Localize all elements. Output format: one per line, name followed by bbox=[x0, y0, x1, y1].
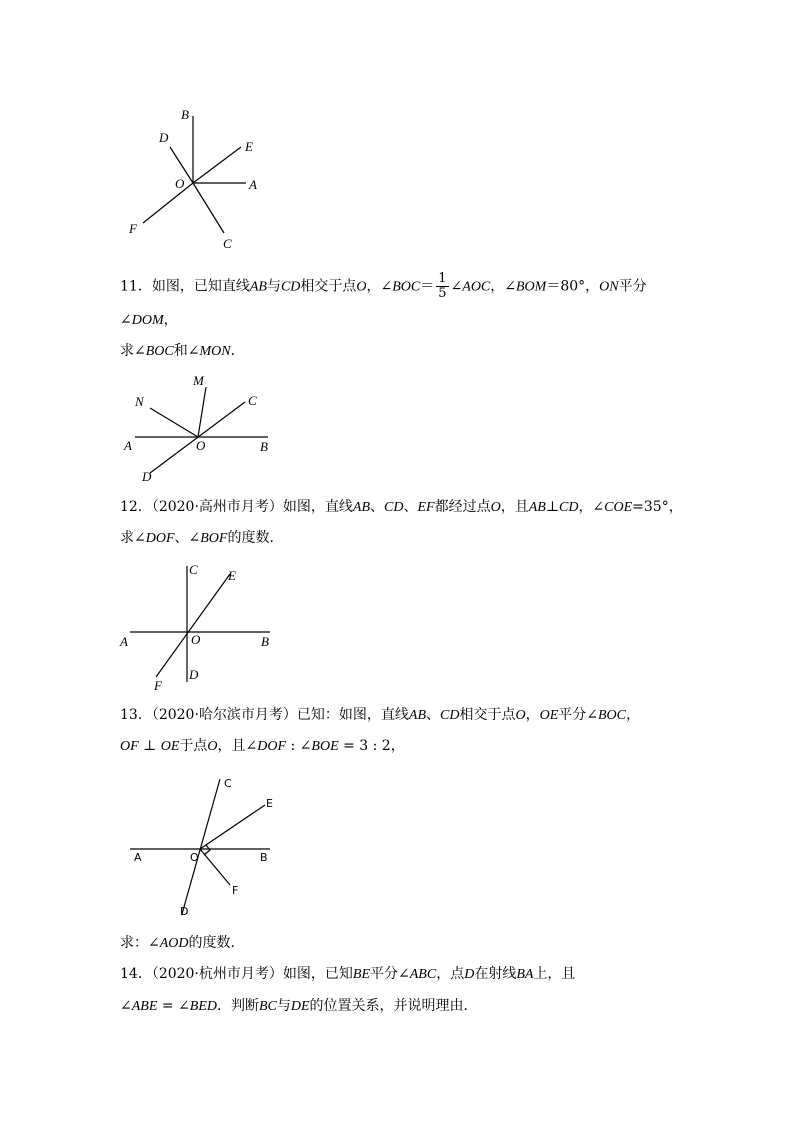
label-m: M bbox=[193, 373, 204, 388]
ray-oc bbox=[193, 183, 224, 233]
q13-line1: 13．（2020·哈尔滨市月考）已知：如图，直线AB、CD相交于点O，OE平分∠BOC， bbox=[120, 707, 640, 723]
label-o: O bbox=[191, 632, 201, 647]
fraction-one-fifth: $\frac{1}{5}$ bbox=[438, 271, 447, 301]
figure-q11 bbox=[120, 370, 280, 490]
figure-q10-svg bbox=[120, 100, 280, 260]
q14-line2: ∠ABE = ∠BED．判断BC与DE的位置关系，并说明理由． bbox=[120, 998, 478, 1014]
label-a: A bbox=[249, 177, 257, 192]
line-cd bbox=[182, 779, 220, 914]
label-o: O bbox=[190, 851, 199, 864]
label-f: F bbox=[154, 678, 162, 693]
line-ef bbox=[156, 574, 230, 677]
label-d: D bbox=[189, 667, 199, 682]
label-e: E bbox=[266, 797, 273, 810]
label-a: A bbox=[120, 634, 128, 649]
ray-of bbox=[143, 183, 193, 223]
q11-line3: 求∠BOC和∠MON． bbox=[120, 343, 245, 359]
ray-om bbox=[198, 387, 206, 437]
label-d: D bbox=[159, 130, 169, 145]
label-e: E bbox=[228, 568, 236, 583]
ray-oe bbox=[193, 147, 241, 183]
figure-q13 bbox=[120, 772, 280, 922]
q13-line2: OF ⊥ OE于点O，且∠DOF : ∠BOE = 3 : 2， bbox=[120, 738, 405, 754]
label-f: F bbox=[129, 221, 137, 236]
figure-q13-svg bbox=[120, 772, 280, 922]
label-n: N bbox=[135, 394, 144, 409]
label-c: C bbox=[224, 777, 232, 790]
label-b: B bbox=[260, 439, 268, 454]
figure-q12 bbox=[120, 560, 280, 695]
label-e: E bbox=[245, 139, 253, 154]
label-o: O bbox=[196, 438, 206, 453]
label-f: F bbox=[232, 884, 239, 897]
ray-on bbox=[150, 408, 198, 437]
q14-line1: 14．（2020·杭州市月考）如图，已知BE平分∠ABC，点D在射线BA上，且 bbox=[120, 966, 576, 982]
label-d: D bbox=[142, 469, 152, 484]
label-b: B bbox=[261, 634, 269, 649]
label-c: C bbox=[223, 236, 232, 251]
label-d: D bbox=[180, 905, 189, 918]
label-o: O bbox=[175, 176, 185, 191]
label-c: C bbox=[189, 562, 198, 577]
label-b: B bbox=[181, 107, 189, 122]
right-angle-mark bbox=[204, 845, 210, 855]
label-a: A bbox=[124, 438, 132, 453]
q11-line1: 11．如图，已知直线AB与CD相交于点O，∠BOC＝ $\frac{1}{5}$ ∠AOC，∠BOM＝80°，ON平分 bbox=[120, 271, 647, 301]
label-c: C bbox=[248, 393, 257, 408]
label-b: B bbox=[260, 851, 268, 864]
figure-q10 bbox=[120, 100, 280, 260]
q13-line3: 求：∠AOD的度数． bbox=[120, 935, 245, 951]
q11-line2: ∠DOM， bbox=[120, 312, 178, 328]
figure-q12-svg bbox=[120, 560, 280, 695]
q12-line2: 求∠DOF、∠BOF的度数． bbox=[120, 530, 284, 546]
label-a: A bbox=[134, 851, 142, 864]
q12-line1: 12．（2020·高州市月考）如图，直线AB、CD、EF都经过点O，且AB⊥CD，∠COE=35°， bbox=[120, 499, 683, 515]
ray-oe bbox=[200, 805, 265, 849]
figure-q11-svg bbox=[120, 370, 280, 490]
